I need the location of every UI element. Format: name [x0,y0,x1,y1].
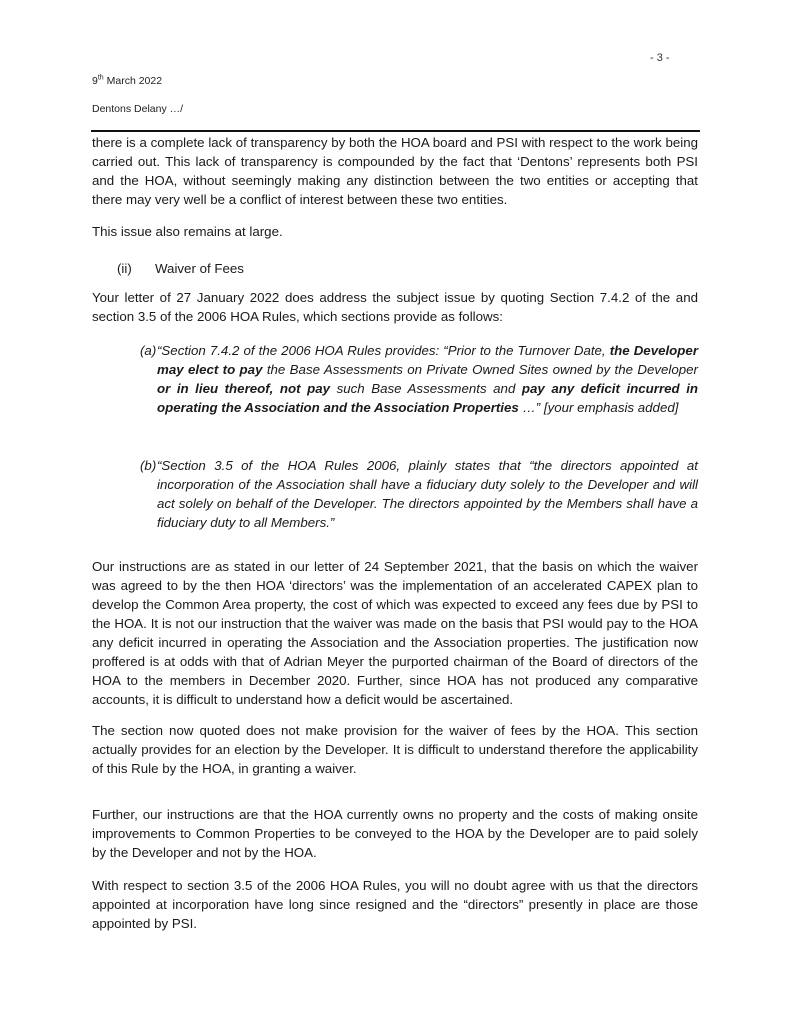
quote-b [140,456,698,532]
quote-a [140,341,698,417]
paragraph-our-instructions: Our instructions are as stated in our letter of 24 September 2021, that the basis on which the waiver was agreed to by the then HOA ‘directors’ was the implementation of an accelerated CAPEX plan to develop the Common Area property, the cost of which was expected to exceed any fees due by PSI to the HOA. It is not our instruction that the waiver was made on the basis that PSI would pay to the HOA any deficit incurred in operating the Association and the Association properties. The justification now proffered is at odds with that of Adrian Meyer the purported chairman of the Board of directors of the HOA to the members in December 2020. Further, since HOA has not produced any comparative accounts, it is difficult to understand how a deficit would be ascertained. [92,559,698,707]
quote-a-emphasis: pay any deficit incurred in operating the Association and the Association Properties [157,381,699,415]
quote-a-seg: “Section 7.4.2 of the 2006 HOA Rules provides: “Prior to the Turnover Date, [157,343,610,358]
paragraph-your-letter: Your letter of 27 January 2022 does address the subject issue by quoting Section 7.4.2 of the and section 3.5 of the 2006 HOA Rules, which sections provide as follows: [92,290,698,324]
header-divider [91,130,700,132]
section-label: (ii) [117,261,132,276]
date-rest: March 2022 [103,75,163,87]
paragraph-hoa-owns-no-property: Further, our instructions are that the HOA currently owns no property and the costs of making onsite improvements to Common Properties to be conveyed to the HOA by the Developer are to paid solely by the Developer and not by the HOA. [92,807,698,860]
quote-a-emphasis: or in lieu thereof, not pay [157,381,331,396]
page-number: - 3 - [650,52,670,64]
paragraph-section-quoted: The section now quoted does not make provision for the waiver of fees by the HOA. This section actually provides for an election by the Developer. It is difficult to understand therefore the applicability of this Rule by the HOA, in granting a waiver. [92,723,698,776]
section-heading [117,259,244,278]
section-title: Waiver of Fees [155,261,244,276]
addressee-line: Dentons Delany …/ [92,103,184,115]
paragraph-transparency: there is a complete lack of transparency by both the HOA board and PSI with respect to the work being carried out. This lack of transparency is compounded by the fact that ‘Dentons’ represents both PSI and the HOA, without seemingly making any distinction between the two entities or accepting that there may very well be a conflict of interest between these two entities. [92,135,698,207]
quote-a-seg: …” [your emphasis added] [518,400,679,415]
paragraph-issue-remains: This issue also remains at large. [92,224,283,239]
quote-b-marker: (b) [140,458,157,473]
quote-b-text: “Section 3.5 of the HOA Rules 2006, plainly states that “the directors appointed at incorporation of the Association shall have a fiduciary duty solely to the Developer and will act solely on behalf of the Developer. The directors appointed by the Members shall have a fiduciary duty to all Members.” [157,458,698,530]
quote-a-seg: the Base Assessments on Private Owned Sites owned by the Developer [262,362,698,377]
paragraph-section-3-5: With respect to section 3.5 of the 2006 HOA Rules, you will no doubt agree with us that the directors appointed at incorporation have long since resigned and the “directors” presently in place are those appointed by PSI. [92,878,698,931]
quote-a-marker: (a) [140,343,157,358]
letter-date [92,75,162,87]
quote-a-text [157,341,698,417]
date-day: 9 [92,75,98,87]
quote-a-emphasis: the Developer may elect to pay [157,343,698,377]
date-suffix: th [97,74,104,82]
quote-a-seg: such Base Assessments and [330,381,522,396]
